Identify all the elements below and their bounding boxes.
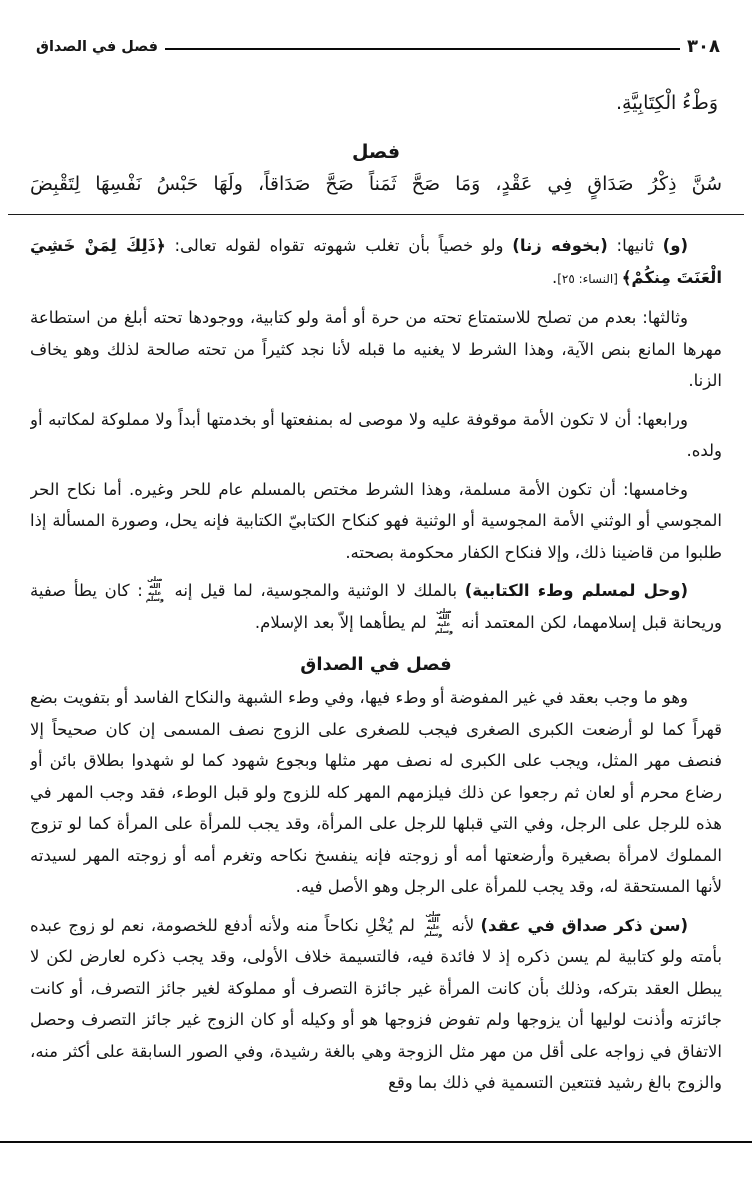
page-number: ٣٠٨ <box>687 36 720 57</box>
header-rule <box>165 48 680 50</box>
matn-commentary-divider <box>8 214 744 215</box>
matn-continuation-line: وَطْءُ الْكِتَابِيَّةِ. <box>615 92 718 114</box>
commentary-paragraph: وثالثها: بعدم من تصلح للاستمتاع تحته من حرة أو أمة ولو كتابية، ووجودها تحته أبلغ من استطاعة مهرها المانع بنص الآية، وهذا الشرط لا يغنيه ما قبله لأنا نجد كثيراً من تحته صالحة لذلك وهو يخاف الزنا. <box>30 308 722 391</box>
commentary-block <box>30 223 722 1109</box>
saw-honorific-symbol: صلى الله عليه وسلم <box>145 575 164 604</box>
running-head <box>30 0 722 57</box>
commentary-paragraph: (سن ذكر صداق في عقد) لأنه صلى الله عليه وسلم لم يُخْلِ نكاحاً منه ولأنه أدفع للخصومة، نعم لو زوج عبده بأمته ولو كتابية لم يسن ذكره إذ لا فائدة فيه، فالتسيمة خلاف الأولى، وقد يجب ذكره لعارض لكن لا يبطل العقد بتركه، وذلك بأن كانت المرأة غير جائزة التصرف أو مملوكة لغير جائز التصرف، أو كانت جائزته وأذنت لوليها أن يزوجها ولم تفوض فزوجها هو أو وكيله أو كان الزوج غير جائز التصرف وحصل الاتفاق في زواجه على أقل من مهر مثل الزوجة وهي بالغة رشيدة، وفي الصور السابقة على أكثر منه، والزوج بالغ رشيد فتتعين التسمية في ذلك بما وقع <box>30 909 722 1093</box>
chapter-running-title: فصل في الصداق <box>36 38 158 55</box>
commentary-paragraph: وهو ما وجب بعقد في غير المفوضة أو وطء فيها، وفي وطء الشبهة والنكاح الفاسد أو بتفويت بضع قهراً كما لو أرضعت الكبرى الصغرى فيجب للصغرى على الزوج نصف المسمى إن كان صحيحاً إلا فنصف مهر المثل، ويجب على الكبرى له نصف مهر مثلها وبجوع شهود كما لو شهدوا بطلاق بائن أو رضاع محرم أو لعان ثم رجعوا عن ذلك فيلزمهم المهر كله للزوج ولو قبل الوطء، فقد وجب المهر في هذه للرجل على الرجل، وفي التي قبلها للرجل على المرأة، وقد يجب للمرأة على المرأة كما لو تزوج المملوك لامرأة بصغيرة وأرضعتها أمه أو زوجته فإنه ينفسخ نكاحه وتغرم أمه أو زوجته المهر لسيدته لأنها المستحقة له، وقد يجب للمرأة على الرجل وهو الأصل فيه. <box>30 688 722 897</box>
fasl-section-heading: فصل <box>351 141 401 164</box>
commentary-paragraph: (وحل لمسلم وطء الكتابية) بالملك لا الوثنية والمجوسية، لما قيل إنه صلى الله عليه وسلم: كان يطأ صفية وريحانة قبل إسلامهما، لكن المعتمد أنه صلى الله عليه وسلم لم يطأهما إلاّ بعد الإسلام. <box>30 575 722 635</box>
footer-rule <box>0 1141 752 1143</box>
saw-honorific-symbol: صلى الله عليه وسلم <box>424 909 443 938</box>
sadaq-chapter-heading: فصل في الصداق <box>300 654 452 676</box>
commentary-paragraph: ورابعها: أن لا تكون الأمة موقوفة عليه ولا موصى له بمنفعتها أو بخدمتها أبداً ولا مملوكة لمكاتبه أو ولده. <box>30 409 722 461</box>
saw-honorific-symbol: صلى الله عليه وسلم <box>434 606 453 635</box>
commentary-paragraph: (و) ثانيها: (بخوفه زنا) ولو خصياً بأن تغلب شهوته تقواه لقوله تعالى: ﴿ذَلِكَ لِمَنْ خَشِيَ الْعَنَتَ مِنكُمْ﴾ [النساء: ٢٥]. <box>30 236 722 287</box>
commentary-paragraph: وخامسها: أن تكون الأمة مسلمة، وهذا الشرط مختص بالمسلم عام للحر وغيره. أما نكاح الحر المجوسي أو الوثني الأمة المجوسية أو الوثنية فهو كنكاح الكتابيّ الكتابية فإنه يحل، وصورة المسألة إذا طلبوا من قاضينا ذلك، وإلا فنكاح الكفار محكومة بصحته. <box>30 479 722 562</box>
matn-text-line: سُنَّ ذِكْرُ صَدَاقٍ فِي عَقْدٍ، وَمَا صَحَّ ثَمَناً صَحَّ صَدَاقاً، ولَهَا حَبْسُ نَفْسِهَا لِتَقْبِضَ <box>30 173 722 196</box>
